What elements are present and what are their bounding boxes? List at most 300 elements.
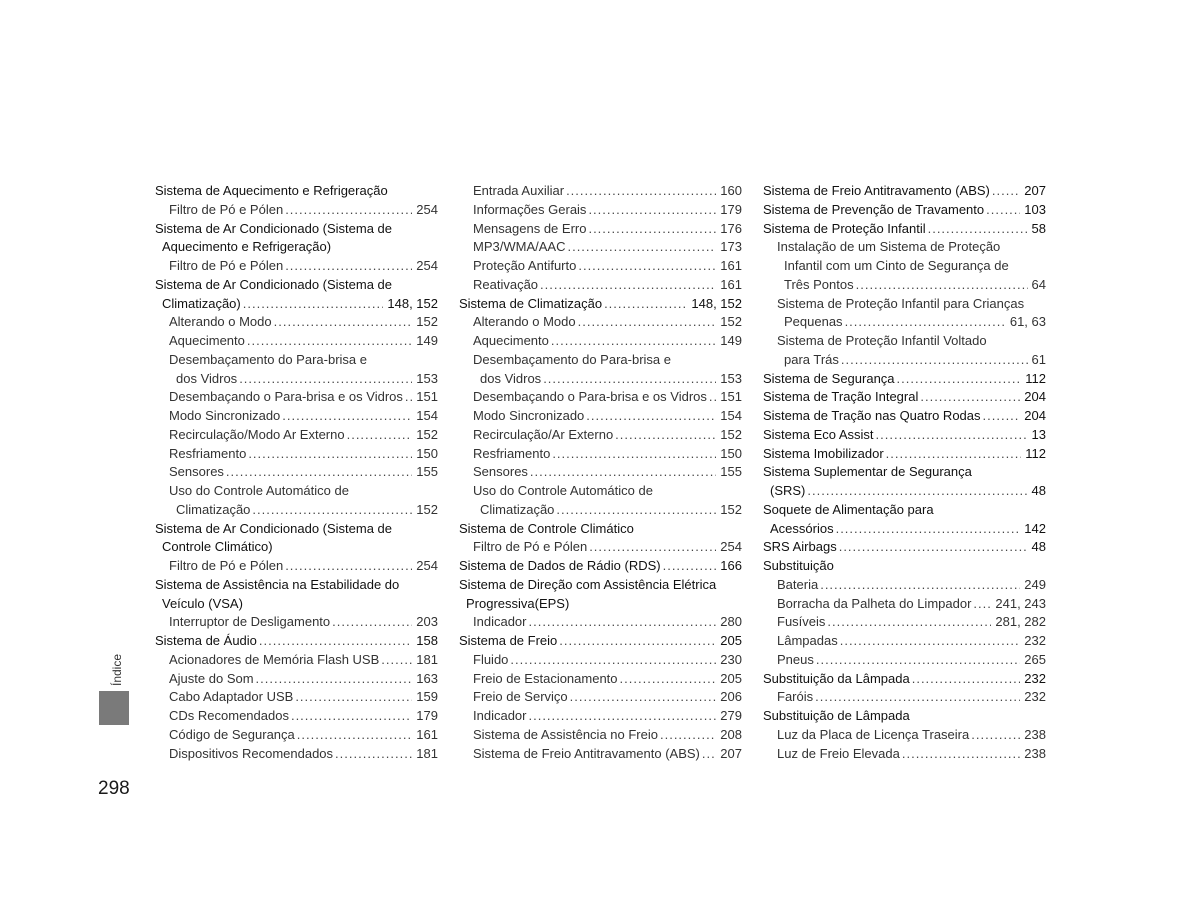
page-reference: 230	[720, 651, 742, 667]
index-heading	[155, 220, 438, 239]
page-reference: 155	[720, 464, 742, 480]
dot-leader	[248, 445, 412, 464]
entry-text: Faróis	[777, 689, 814, 705]
dot-leader	[992, 182, 1020, 201]
page-reference: 153	[720, 370, 742, 386]
page-reference: 61, 63	[1009, 314, 1046, 330]
index-entry	[763, 613, 1046, 632]
entry-text: Sistema de Climatização	[459, 295, 603, 311]
page-reference: 238	[1024, 745, 1046, 761]
dot-leader	[510, 651, 716, 670]
index-entry	[155, 351, 438, 370]
entry-text: SRS Airbags	[763, 539, 837, 555]
index-entry	[155, 501, 438, 520]
dot-leader	[815, 688, 1020, 707]
entry-text: Sistema de Freio Antitravamento (ABS)	[763, 183, 990, 198]
page-reference: 176	[720, 220, 742, 236]
dot-leader	[556, 501, 716, 520]
index-entry	[763, 726, 1046, 745]
index-heading	[763, 463, 1046, 482]
entry-text: Indicador	[473, 614, 527, 630]
dot-leader	[259, 632, 412, 651]
index-heading	[763, 538, 1046, 557]
dot-leader	[291, 707, 412, 726]
entry-text: Recirculação/Ar Externo	[473, 426, 614, 442]
dot-leader	[902, 745, 1020, 764]
page-reference: 48	[1031, 483, 1046, 498]
index-entry	[763, 595, 1046, 614]
dot-leader	[578, 257, 716, 276]
entry-text: Desembaçamento do Para-brisa e	[473, 351, 671, 367]
dot-leader	[282, 407, 412, 426]
entry-text: Progressiva(EPS)	[466, 595, 570, 611]
dot-leader	[807, 482, 1027, 501]
entry-text: (SRS)	[770, 483, 806, 498]
index-heading	[155, 538, 438, 557]
dot-leader	[332, 613, 412, 632]
entry-text: Sistema de Freio	[459, 633, 558, 648]
entry-text: Dispositivos Recomendados	[169, 745, 334, 761]
dot-leader	[285, 257, 412, 276]
page-reference: 158	[416, 633, 438, 648]
dot-leader	[620, 670, 717, 689]
entry-text: Luz de Freio Elevada	[777, 745, 900, 761]
entry-text: Cabo Adaptador USB	[169, 689, 294, 705]
entry-text: Bateria	[777, 576, 819, 592]
entry-text: Sistema de Proteção Infantil Voltado	[777, 333, 987, 348]
page-reference: 254	[416, 201, 438, 217]
entry-text: Borracha da Palheta do Limpador	[777, 595, 972, 611]
index-entry	[763, 745, 1046, 764]
entry-text: Sensores	[169, 464, 224, 480]
dot-leader	[816, 651, 1020, 670]
entry-text: Aquecimento e Refrigeração)	[162, 239, 332, 255]
index-entry	[459, 332, 742, 351]
index-entry	[763, 688, 1046, 707]
index-heading	[155, 276, 438, 295]
dot-leader	[615, 426, 716, 445]
entry-text: Sistema de Ar Condicionado (Sistema de	[155, 276, 393, 292]
index-entry	[155, 613, 438, 632]
page-reference: 280	[720, 614, 742, 630]
page-reference: 142	[1024, 520, 1046, 536]
entry-text: Fluido	[473, 651, 509, 667]
page-reference: 232	[1024, 670, 1046, 686]
index-entry	[459, 501, 742, 520]
dot-leader	[920, 388, 1020, 407]
dot-leader	[570, 688, 717, 707]
entry-text: Resfriamento	[169, 445, 247, 461]
entry-text: Aquecimento	[473, 333, 549, 348]
dot-leader	[256, 670, 413, 689]
page-reference: 149	[720, 333, 742, 348]
entry-text: Alterando o Modo	[169, 314, 272, 330]
entry-text: Indicador	[473, 708, 527, 723]
entry-text: Desembaçando o Para-brisa e os Vidros	[169, 389, 403, 405]
page-reference: 159	[416, 689, 438, 705]
entry-text: Resfriamento	[473, 445, 551, 461]
index-heading	[763, 707, 1046, 726]
page-reference: 149	[416, 333, 438, 348]
page-reference: 148, 152	[691, 295, 742, 311]
index-entry	[155, 557, 438, 576]
index-entry	[459, 238, 742, 257]
index-entry	[459, 220, 742, 239]
entry-text: Sistema de Direção com Assistência Elétrica	[459, 576, 717, 592]
index-heading	[459, 557, 742, 576]
index-entry	[459, 613, 742, 632]
dot-leader	[381, 651, 412, 670]
entry-text: Modo Sincronizado	[169, 408, 281, 423]
dot-leader	[285, 201, 412, 220]
dot-leader	[973, 595, 991, 614]
index-heading	[763, 407, 1046, 426]
dot-leader	[845, 313, 1006, 332]
page-reference: 152	[720, 314, 742, 330]
index-entry	[459, 538, 742, 557]
entry-text: Três Pontos	[784, 276, 854, 292]
index-heading	[155, 632, 438, 651]
index-heading	[155, 295, 438, 314]
index-entry	[155, 688, 438, 707]
page-reference: 152	[416, 501, 438, 517]
dot-leader	[566, 182, 716, 201]
page-reference: 205	[720, 633, 742, 648]
index-entry	[763, 238, 1046, 257]
entry-text: Sistema Eco Assist	[763, 426, 874, 442]
entry-text: Filtro de Pó e Pólen	[169, 258, 284, 273]
page-number: 298	[98, 778, 130, 799]
index-heading	[763, 388, 1046, 407]
page-reference: 254	[416, 558, 438, 573]
dot-leader	[297, 726, 413, 745]
section-tab-label: Índice	[110, 653, 124, 687]
page-reference: 152	[720, 426, 742, 442]
dot-leader	[528, 613, 716, 632]
page-reference: 151	[720, 389, 742, 405]
page-reference: 249	[1024, 576, 1046, 592]
entry-text: Infantil com um Cinto de Segurança de	[784, 258, 1009, 273]
entry-text: Climatização	[176, 501, 251, 517]
index-entry	[155, 482, 438, 501]
index-heading	[763, 426, 1046, 445]
page-reference: 155	[416, 464, 438, 480]
index-entry	[459, 482, 742, 501]
dot-leader	[836, 520, 1021, 539]
page-reference: 207	[720, 745, 742, 761]
page-reference: 281, 282	[995, 614, 1046, 630]
index-entry	[459, 276, 742, 295]
page-reference: 148, 152	[387, 295, 438, 311]
entry-text: Sistema de Prevenção de Travamento	[763, 201, 985, 217]
page-reference: 232	[1024, 689, 1046, 705]
dot-leader	[226, 463, 412, 482]
entry-text: Sistema de Aquecimento e Refrigeração	[155, 183, 388, 198]
page-reference: 153	[416, 370, 438, 386]
index-heading	[459, 576, 742, 595]
index-entry	[155, 670, 438, 689]
dot-leader	[528, 707, 716, 726]
index-entry	[459, 182, 742, 201]
entry-text: Mensagens de Erro	[473, 220, 587, 236]
entry-text: Desembaçamento do Para-brisa e	[169, 351, 367, 367]
index-heading	[763, 670, 1046, 689]
index-entry	[155, 463, 438, 482]
index-column-2	[459, 182, 742, 763]
page-reference: 152	[720, 501, 742, 517]
index-entry	[763, 257, 1046, 276]
entry-text: Modo Sincronizado	[473, 408, 585, 423]
entry-text: Sistema Suplementar de Segurança	[763, 464, 972, 480]
index-entry	[155, 426, 438, 445]
page-reference: 150	[416, 445, 438, 461]
index-entry	[763, 632, 1046, 651]
entry-text: Desembaçando o Para-brisa e os Vidros	[473, 389, 707, 405]
entry-text: Sistema de Proteção Infantil para Crianças	[777, 295, 1025, 311]
page-reference: 13	[1031, 426, 1046, 442]
index-heading	[459, 295, 742, 314]
dot-leader	[702, 745, 716, 764]
entry-text: para Trás	[784, 351, 839, 367]
index-column-1	[155, 182, 438, 763]
index-heading	[155, 238, 438, 257]
entry-text: Sistema de Proteção Infantil	[763, 220, 926, 236]
dot-leader	[347, 426, 413, 445]
dot-leader	[559, 632, 716, 651]
entry-text: Lâmpadas	[777, 633, 838, 648]
page-reference: 151	[416, 389, 438, 405]
entry-text: Filtro de Pó e Pólen	[169, 558, 284, 573]
dot-leader	[530, 463, 716, 482]
entry-text: dos Vidros	[480, 370, 542, 386]
page-reference: 161	[416, 726, 438, 742]
entry-text: Sistema Imobilizador	[763, 445, 884, 461]
entry-text: Pequenas	[784, 314, 843, 330]
dot-leader	[285, 557, 412, 576]
dot-leader	[589, 538, 716, 557]
index-entry	[459, 313, 742, 332]
entry-text: Sistema de Ar Condicionado (Sistema de	[155, 520, 393, 536]
index-entry	[155, 332, 438, 351]
index-entry	[459, 670, 742, 689]
entry-text: Climatização	[480, 501, 555, 517]
page-reference: 103	[1024, 201, 1046, 217]
index-heading	[763, 482, 1046, 501]
entry-text: Freio de Serviço	[473, 689, 568, 705]
entry-text: Informações Gerais	[473, 201, 587, 217]
entry-text: Veículo (VSA)	[162, 595, 243, 611]
page-reference: 160	[720, 183, 742, 198]
entry-text: Recirculação/Modo Ar Externo	[169, 426, 345, 442]
entry-text: Substituição	[763, 558, 834, 573]
entry-text: Freio de Estacionamento	[473, 670, 618, 686]
dot-leader	[551, 332, 716, 351]
entry-text: Substituição da Lâmpada	[763, 670, 910, 686]
dot-leader	[295, 688, 412, 707]
index-entry	[763, 576, 1046, 595]
page-reference: 204	[1024, 389, 1046, 405]
index-entry	[155, 388, 438, 407]
dot-leader	[588, 201, 716, 220]
entry-text: Sensores	[473, 464, 528, 480]
entry-text: Sistema de Ar Condicionado (Sistema de	[155, 220, 393, 236]
index-heading	[763, 520, 1046, 539]
index-heading	[155, 595, 438, 614]
dot-leader	[820, 576, 1020, 595]
page-reference: 207	[1024, 183, 1046, 198]
index-entry	[459, 351, 742, 370]
index-entry	[155, 707, 438, 726]
entry-text: Acessórios	[770, 520, 834, 536]
index-entry	[459, 370, 742, 389]
entry-text: Uso do Controle Automático de	[473, 483, 653, 498]
dot-leader	[663, 557, 717, 576]
dot-leader	[247, 332, 412, 351]
index-entry	[763, 351, 1046, 370]
page-reference: 179	[416, 708, 438, 723]
page-reference: 48	[1031, 539, 1046, 555]
page-reference: 206	[720, 689, 742, 705]
index-entry	[155, 445, 438, 464]
dot-leader	[660, 726, 716, 745]
page-reference: 152	[416, 426, 438, 442]
page-reference: 64	[1031, 276, 1046, 292]
page-reference: 232	[1024, 633, 1046, 648]
dot-leader	[886, 445, 1022, 464]
index-heading	[155, 520, 438, 539]
entry-text: Filtro de Pó e Pólen	[473, 539, 588, 555]
dot-leader	[912, 670, 1021, 689]
entry-text: Proteção Antifurto	[473, 258, 577, 273]
dot-leader	[567, 238, 716, 257]
entry-text: Entrada Auxiliar	[473, 183, 565, 198]
page-reference: 208	[720, 726, 742, 742]
index-heading	[763, 182, 1046, 201]
dot-leader	[588, 220, 716, 239]
page-reference: 61	[1031, 351, 1046, 367]
dot-leader	[578, 313, 717, 332]
entry-text: Soquete de Alimentação para	[763, 501, 934, 517]
page-reference: 241, 243	[995, 595, 1046, 611]
index-entry	[155, 651, 438, 670]
page-reference: 181	[416, 745, 438, 761]
index-entry	[763, 313, 1046, 332]
index-entry	[459, 426, 742, 445]
dot-leader	[840, 632, 1021, 651]
page-reference: 112	[1025, 370, 1046, 386]
entry-text: Alterando o Modo	[473, 314, 576, 330]
index-entry	[155, 726, 438, 745]
entry-text: CDs Recomendados	[169, 708, 289, 723]
entry-text: dos Vidros	[176, 370, 238, 386]
index-entry	[155, 257, 438, 276]
page-reference: 205	[720, 670, 742, 686]
index-entry	[459, 445, 742, 464]
page-reference: 203	[416, 614, 438, 630]
dot-leader	[540, 276, 716, 295]
page-reference: 254	[720, 539, 742, 555]
dot-leader	[405, 388, 412, 407]
entry-text: Sistema de Assistência na Estabilidade do	[155, 576, 400, 592]
dot-leader	[839, 538, 1028, 557]
index-entry	[763, 295, 1046, 314]
entry-text: Interruptor de Desligamento	[169, 614, 331, 630]
dot-leader	[986, 201, 1020, 220]
entry-text: Climatização)	[162, 295, 241, 311]
page-reference: 154	[720, 408, 742, 423]
index-entry	[459, 651, 742, 670]
entry-text: Sistema de Tração Integral	[763, 389, 919, 405]
index-entry	[155, 201, 438, 220]
index-entry	[763, 276, 1046, 295]
dot-leader	[252, 501, 412, 520]
page-reference: 254	[416, 258, 438, 273]
index-heading	[459, 632, 742, 651]
index-entry	[763, 332, 1046, 351]
index-heading	[459, 595, 742, 614]
dot-leader	[604, 295, 687, 314]
entry-text: Instalação de um Sistema de Proteção	[777, 239, 1001, 255]
dot-leader	[928, 220, 1028, 239]
dot-leader	[876, 426, 1028, 445]
index-entry	[459, 407, 742, 426]
index-entry	[459, 726, 742, 745]
dot-leader	[897, 370, 1022, 389]
index-heading	[155, 576, 438, 595]
page-reference: 181	[416, 651, 438, 667]
index-heading	[155, 182, 438, 201]
entry-text: Código de Segurança	[169, 726, 295, 742]
index-entry	[763, 651, 1046, 670]
dot-leader	[243, 295, 384, 314]
entry-text: Substituição de Lâmpada	[763, 708, 910, 723]
index-heading	[763, 557, 1046, 576]
index-column-3	[763, 182, 1046, 763]
page-reference: 161	[720, 258, 742, 273]
entry-text: Sistema de Segurança	[763, 370, 895, 386]
entry-text: Pneus	[777, 651, 814, 667]
index-entry	[155, 313, 438, 332]
page-reference: 154	[416, 408, 438, 423]
entry-text: Sistema de Freio Antitravamento (ABS)	[473, 745, 700, 761]
index-heading	[763, 220, 1046, 239]
index-heading	[763, 201, 1046, 220]
index-entry	[459, 257, 742, 276]
index-entry	[459, 201, 742, 220]
entry-text: Filtro de Pó e Pólen	[169, 201, 284, 217]
dot-leader	[971, 726, 1020, 745]
dot-leader	[239, 370, 412, 389]
dot-leader	[335, 745, 412, 764]
entry-text: Reativação	[473, 276, 539, 292]
index-entry	[459, 745, 742, 764]
page-reference: 163	[416, 670, 438, 686]
index-heading	[763, 370, 1046, 389]
index-entry	[459, 388, 742, 407]
index-heading	[459, 520, 742, 539]
dot-leader	[856, 276, 1028, 295]
section-tab	[99, 691, 129, 725]
entry-text: Luz da Placa de Licença Traseira	[777, 726, 970, 742]
index-entry	[459, 463, 742, 482]
entry-text: Fusíveis	[777, 614, 826, 630]
entry-text: MP3/WMA/AAC	[473, 239, 566, 255]
index-entry	[155, 745, 438, 764]
page-reference: 58	[1031, 220, 1046, 236]
entry-text: Sistema de Dados de Rádio (RDS)	[459, 558, 661, 573]
index-entry	[459, 707, 742, 726]
dot-leader	[841, 351, 1028, 370]
